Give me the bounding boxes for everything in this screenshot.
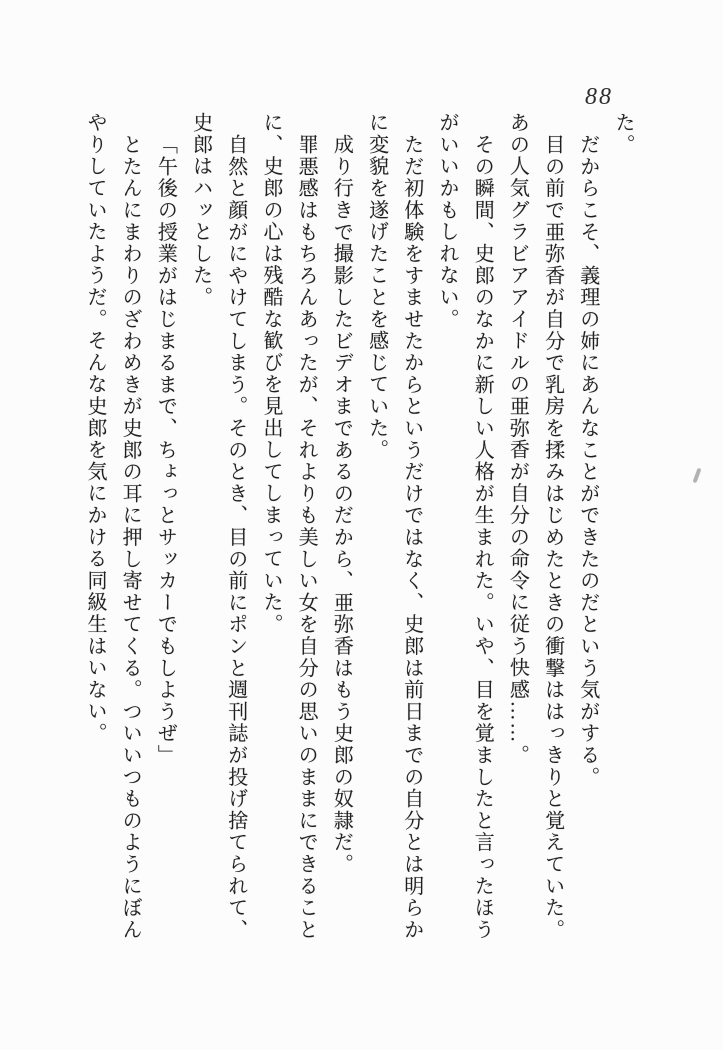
page-number: 88 — [585, 84, 613, 110]
text-column: その瞬間、史郎のなかに新しい人格が生まれた。いや、目を覚ましたと言ったほう — [471, 133, 494, 941]
text-column: た。 — [612, 112, 634, 156]
text-column: がいいかもしれない。 — [435, 112, 458, 330]
body-text-block — [77, 112, 640, 948]
text-column: 自然と顔がにやけてしまう。そのとき、目の前にポンと週刊誌が投げ捨てられて、 — [224, 133, 247, 941]
text-column: あの人気グラビアアイドルの亜弥香が自分の命令に従う快感……。 — [506, 112, 529, 766]
text-column: に変貌を遂げたことを感じていた。 — [365, 112, 388, 461]
text-column: とたんにまわりのざわめきが史郎の耳に押し寄せてくる。ついいつものようにぼん — [119, 133, 142, 941]
text-column: 目の前で亜弥香が自分で乳房を揉みはじめたときの衝撃ははっきりと覚えていた。 — [541, 133, 564, 941]
text-column: だからこそ、義理の姉にあんなことができたのだという気がする。 — [576, 133, 599, 788]
text-column: 史郎はハッとした。 — [189, 112, 212, 309]
text-column: やりしていたようだ。そんな史郎を気にかける同級生はいない。 — [83, 112, 106, 745]
text-column: ただ初体験をすませたからというだけではなく、史郎は前日までの自分とは明らか — [400, 133, 423, 941]
text-column: に、史郎の心は残酷な歓びを見出してしまっていた。 — [259, 112, 282, 636]
text-column: 成り行きで撮影したビデオまであるのだから、亜弥香はもう史郎の奴隷だ。 — [330, 133, 353, 875]
text-column: 罪悪感はもちろんあったが、それよりも美しい女を自分の思いのままにできること — [295, 133, 318, 941]
text-column: 「午後の授業がはじまるまで、ちょっとサッカーでもしようぜ」 — [154, 133, 177, 766]
ink-speck-artifact — [692, 468, 701, 483]
